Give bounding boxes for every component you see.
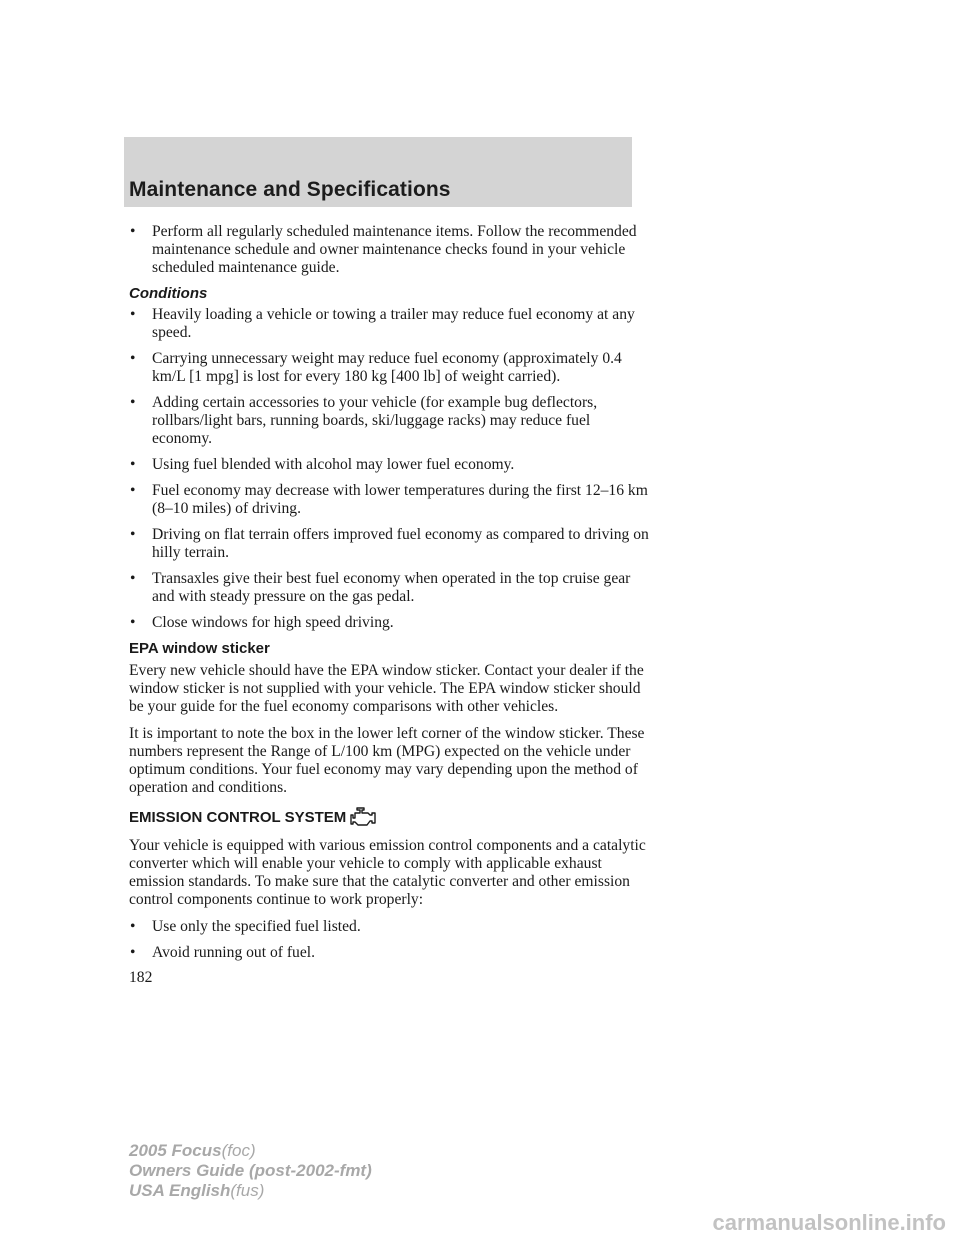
list-item-text: Carrying unnecessary weight may reduce fuel economy (approximately 0.4 km/L [1 mpg] is lost for every 180 kg [400 lb] of weight carried).	[152, 350, 622, 385]
list-item-text: Transaxles give their best fuel economy when operated in the top cruise gear and with steady pressure on the gas pedal.	[152, 570, 631, 605]
list-item-text: Heavily loading a vehicle or towing a trailer may reduce fuel economy at any speed.	[152, 306, 635, 341]
list-item	[129, 394, 649, 448]
footer-model: 2005 Focus	[129, 1141, 222, 1160]
list-item-text: Driving on flat terrain offers improved fuel economy as compared to driving on hilly terrain.	[152, 526, 649, 561]
watermark: carmanualsonline.info	[712, 1210, 946, 1235]
page-number: 182	[129, 969, 153, 986]
epa-paragraph: It is important to note the box in the lower left corner of the window sticker. These numbers represent the Range of L/100 km (MPG) expected on the vehicle under optimum conditions. Your fuel economy may vary depending upon the method of operation and conditions.	[129, 725, 645, 796]
intro-bullet-list	[129, 223, 649, 277]
footer-model-code: (foc)	[221, 1141, 256, 1160]
list-item-text: Adding certain accessories to your vehicle (for example bug deflectors, rollbars/light bars, running boards, ski/luggage racks) may reduce fuel economy.	[152, 394, 598, 447]
epa-heading: EPA window sticker	[129, 640, 270, 657]
bullet-icon: •	[130, 223, 136, 240]
footer-guide: Owners Guide (post-2002-fmt)	[129, 1161, 372, 1180]
bullet-icon: •	[130, 570, 136, 587]
footer-line	[129, 1181, 372, 1201]
conditions-heading: Conditions	[129, 285, 208, 302]
list-item	[129, 918, 649, 936]
epa-paragraph: Every new vehicle should have the EPA window sticker. Contact your dealer if the window sticker is not supplied with your vehicle. The EPA window sticker should be your guide for the fuel economy comparisons with other vehicles.	[129, 662, 644, 715]
list-item	[129, 526, 649, 562]
list-item-text: Fuel economy may decrease with lower temperatures during the first 12–16 km (8–10 miles) of driving.	[152, 482, 648, 517]
footer-line	[129, 1141, 372, 1161]
list-item-text: Use only the specified fuel listed.	[152, 918, 361, 935]
list-item-text: Perform all regularly scheduled maintenance items. Follow the recommended maintenance schedule and owner maintenance checks found in your vehicle scheduled maintenance guide.	[152, 223, 637, 276]
list-item	[129, 350, 649, 386]
list-item-text: Avoid running out of fuel.	[152, 944, 315, 961]
footer-language-code: (fus)	[230, 1181, 265, 1200]
conditions-bullet-list	[129, 306, 649, 632]
emission-heading	[129, 806, 649, 833]
list-item	[129, 306, 649, 342]
list-item-text: Close windows for high speed driving.	[152, 614, 394, 631]
bullet-icon: •	[130, 944, 136, 961]
document-footer	[129, 1141, 372, 1201]
bullet-icon: •	[130, 306, 136, 323]
engine-icon	[349, 806, 377, 833]
bullet-icon: •	[130, 918, 136, 935]
list-item	[129, 482, 649, 518]
list-item-text: Using fuel blended with alcohol may lower fuel economy.	[152, 456, 515, 473]
page-content	[129, 223, 649, 987]
bullet-icon: •	[130, 614, 136, 631]
emission-heading-text: EMISSION CONTROL SYSTEM	[129, 809, 347, 826]
list-item	[129, 570, 649, 606]
emission-bullet-list	[129, 918, 649, 962]
footer-language: USA English	[129, 1181, 231, 1200]
emission-paragraph: Your vehicle is equipped with various emission control components and a catalytic converter which will enable your vehicle to comply with applicable exhaust emission standards. To make sure that the catalytic converter and other emission control components continue to work properly:	[129, 837, 646, 908]
list-item	[129, 944, 649, 962]
bullet-icon: •	[130, 350, 136, 367]
bullet-icon: •	[130, 482, 136, 499]
bullet-icon: •	[130, 526, 136, 543]
list-item	[129, 456, 649, 474]
list-item	[129, 614, 649, 632]
list-item	[129, 223, 649, 277]
bullet-icon: •	[130, 394, 136, 411]
bullet-icon: •	[130, 456, 136, 473]
page-title: Maintenance and Specifications	[129, 178, 451, 201]
